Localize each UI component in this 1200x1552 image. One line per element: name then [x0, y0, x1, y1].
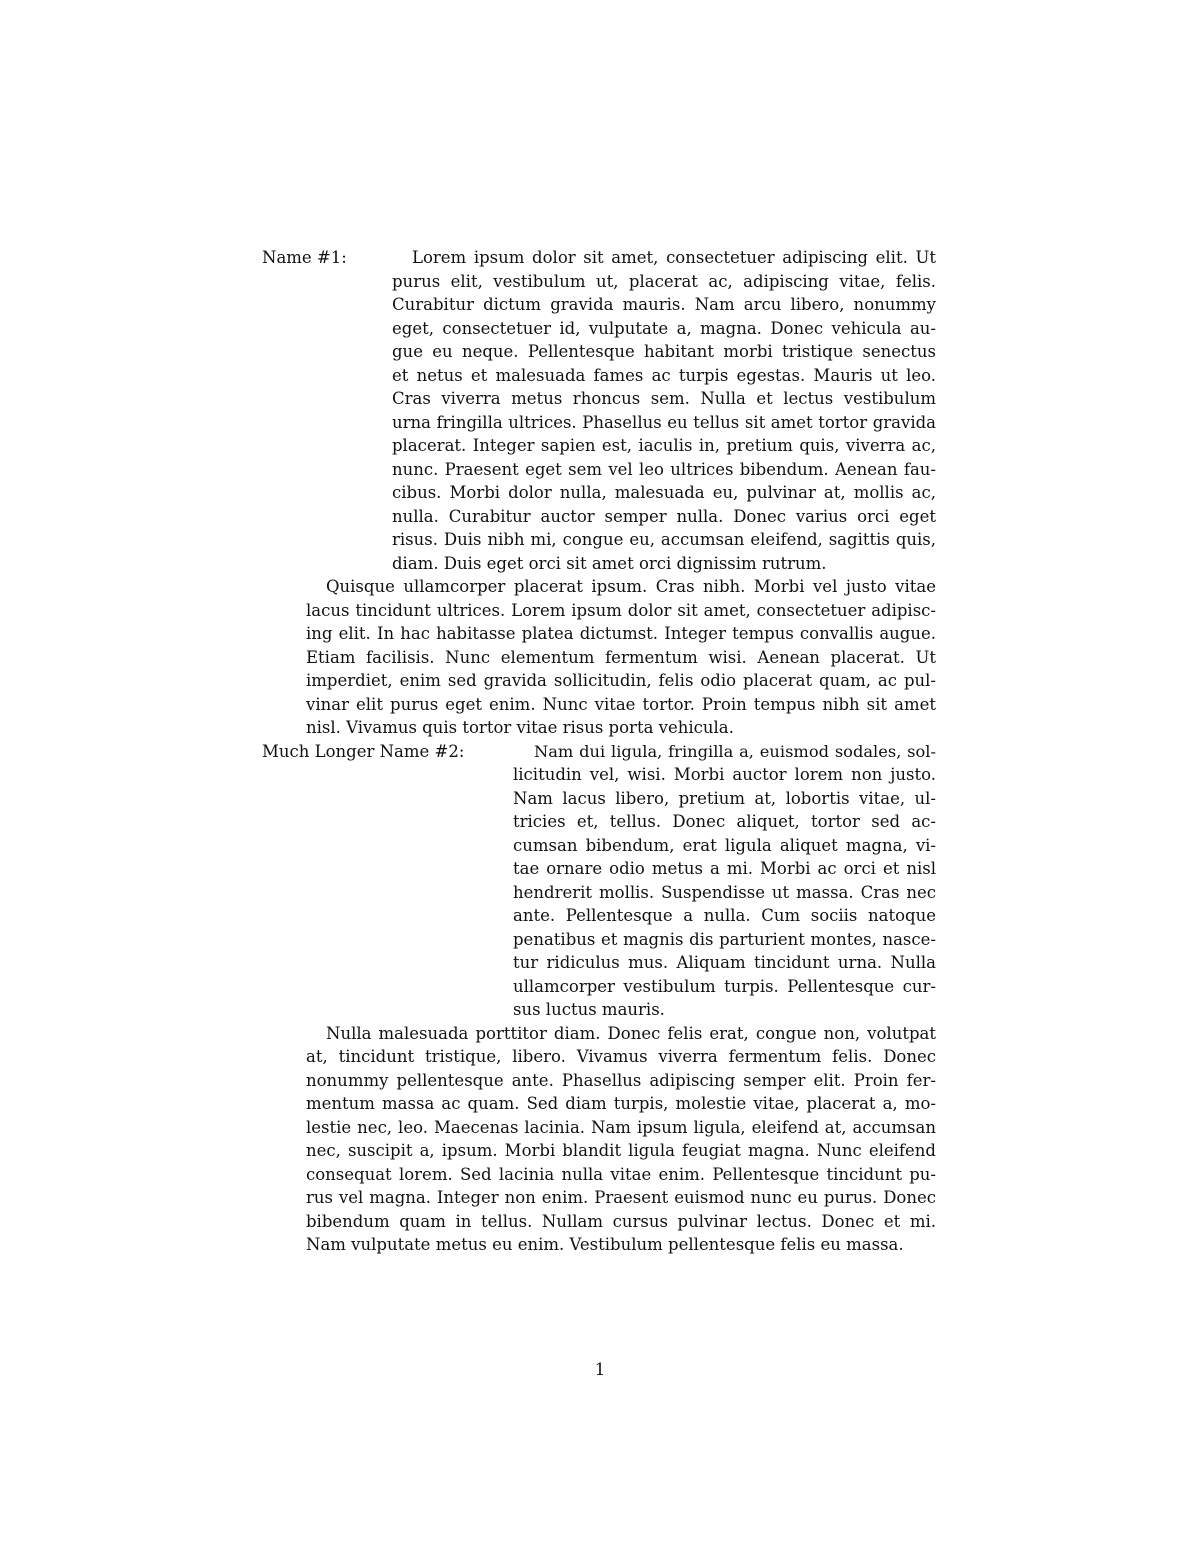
text-line: nunc. Praesent eget sem vel leo ultrices bibendum. Aenean fau- — [392, 459, 936, 479]
text-line: tae ornare odio metus a mi. Morbi ac orci et nisl — [513, 859, 936, 878]
text-line: Cras viverra metus rhoncus sem. Nulla et lectus vestibulum — [392, 389, 936, 408]
text-line: purus elit, vestibulum ut, placerat ac, adipiscing vitae, felis. — [392, 271, 936, 291]
page-number: 1 — [594, 1360, 606, 1379]
text-line: Etiam facilisis. Nunc elementum fermentum wisi. Aenean placerat. Ut — [306, 647, 936, 667]
text-line: nec, suscipit a, ipsum. Morbi blandit ligula feugiat magna. Nunc eleifend — [306, 1141, 936, 1160]
text-line: cibus. Morbi dolor nulla, malesuada eu, pulvinar at, mollis ac, — [392, 483, 936, 502]
text-line: tricies et, tellus. Donec aliquet, tortor sed ac- — [513, 812, 936, 831]
text-line: nisl. Vivamus quis tortor vitae risus porta vehicula. — [306, 718, 734, 737]
text-line: nulla. Curabitur auctor semper nulla. Donec varius orci eget — [392, 506, 936, 526]
text-line: hendrerit mollis. Suspendisse ut massa. Cras nec — [513, 882, 936, 902]
text-line: sus luctus mauris. — [513, 1000, 665, 1019]
text-line: risus. Duis nibh mi, congue eu, accumsan eleifend, sagittis quis, — [392, 530, 936, 549]
text-line: cumsan bibendum, erat ligula aliquet magna, vi- — [513, 835, 936, 855]
text-line: ing elit. In hac habitasse platea dictumst. Integer tempus convallis augue. — [306, 624, 936, 643]
text-line: mentum massa ac quam. Sed diam turpis, molestie vitae, placerat a, mo- — [306, 1094, 936, 1113]
text-line: Nam vulputate metus eu enim. Vestibulum pellentesque felis eu massa. — [306, 1235, 904, 1254]
text-line: lestie nec, leo. Maecenas lacinia. Nam ipsum ligula, eleifend at, accumsan — [306, 1117, 936, 1137]
text-line: Nam lacus libero, pretium at, lobortis vitae, ul- — [513, 788, 936, 808]
text-line: lacus tincidunt ultrices. Lorem ipsum dolor sit amet, consectetuer adipisc- — [306, 600, 936, 620]
text-line: bibendum quam in tellus. Nullam cursus pulvinar lectus. Donec et mi. — [306, 1211, 936, 1231]
text-line: eget, consectetuer id, vulputate a, magna. Donec vehicula au- — [392, 318, 936, 338]
text-line: at, tincidunt tristique, libero. Vivamus viverra fermentum felis. Donec — [306, 1047, 936, 1066]
entry-label: Much Longer Name #2: — [262, 741, 465, 761]
text-line: urna fringilla ultrices. Phasellus eu tellus sit amet tortor gravida — [392, 412, 936, 432]
text-line: Curabitur dictum gravida mauris. Nam arcu libero, nonummy — [392, 295, 936, 314]
text-line: gue eu neque. Pellentesque habitant morbi tristique senectus — [392, 342, 936, 361]
text-line: Nam dui ligula, fringilla a, euismod sodales, sol- — [534, 741, 936, 761]
text-line: tur ridiculus mus. Aliquam tincidunt urna. Nulla — [513, 953, 936, 972]
text-line: penatibus et magnis dis parturient montes, nasce- — [513, 929, 936, 949]
text-line: nonummy pellentesque ante. Phasellus adipiscing semper elit. Proin fer- — [306, 1070, 936, 1090]
text-line: ullamcorper vestibulum turpis. Pellentesque cur- — [513, 976, 936, 996]
entry-label: Name #1: — [262, 248, 347, 267]
text-line: diam. Duis eget orci sit amet orci dignissim rutrum. — [392, 553, 827, 573]
text-line: et netus et malesuada fames ac turpis egestas. Mauris ut leo. — [392, 365, 936, 385]
text-line: licitudin vel, wisi. Morbi auctor lorem non justo. — [513, 765, 936, 784]
text-line: ante. Pellentesque a nulla. Cum sociis natoque — [513, 906, 936, 925]
text-line: consequat lorem. Sed lacinia nulla vitae enim. Pellentesque tincidunt pu- — [306, 1164, 936, 1184]
text-line: rus vel magna. Integer non enim. Praesent euismod nunc eu purus. Donec — [306, 1188, 936, 1207]
text-line: vinar elit purus eget enim. Nunc vitae tortor. Proin tempus nibh sit amet — [306, 694, 936, 714]
text-line: Quisque ullamcorper placerat ipsum. Cras nibh. Morbi vel justo vitae — [326, 577, 936, 596]
text-line: Nulla malesuada porttitor diam. Donec felis erat, congue non, volutpat — [326, 1023, 936, 1043]
text-line: imperdiet, enim sed gravida sollicitudin, felis odio placerat quam, ac pul- — [306, 671, 936, 690]
text-line: placerat. Integer sapien est, iaculis in, pretium quis, viverra ac, — [392, 436, 936, 455]
text-line: Lorem ipsum dolor sit amet, consectetuer adipiscing elit. Ut — [412, 248, 936, 267]
